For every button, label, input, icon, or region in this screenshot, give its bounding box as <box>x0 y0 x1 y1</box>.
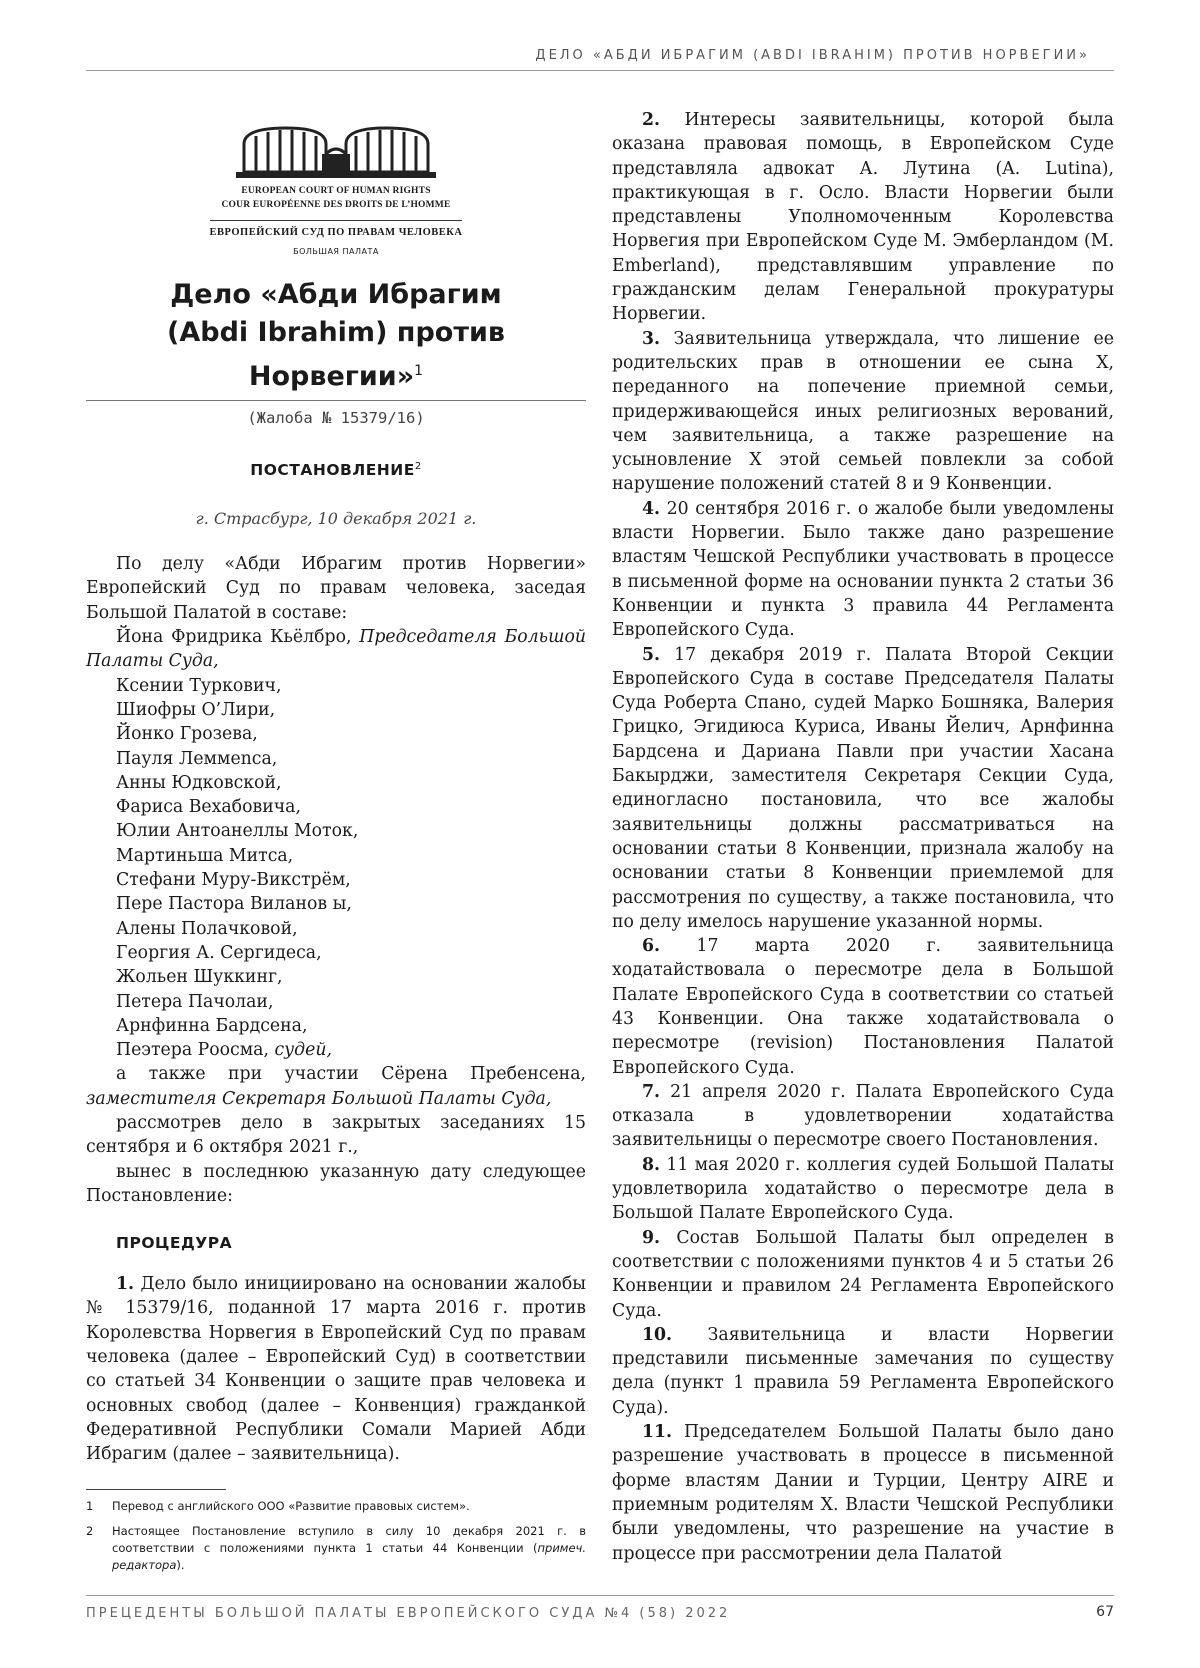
title-divider <box>86 400 586 401</box>
paragraph-number: 8. <box>642 1154 661 1175</box>
judge-name: Юлии Антоанеллы Моток, <box>116 821 359 842</box>
paragraph-text: 17 декабря 2019 г. Палата Второй Секции Европейского Суда в составе Председателя Палаты Суда Роберта Спано, судей Марко Бошняка, Валерия Грицко, Эгидиюса Куриса, Иваны Йелич, Арнфинна Бардсена и Дариана Павли при участии Хасана Бакырджи, заместителя Секретаря Секции Суда, единогласно постановила, что все жалобы заявительницы должны рассматриваться на основании статьи 8 Конвенции, признала жалобу на основании статьи 8 Конвенции приемлемой для рассмотрения по существу, а также постановила, что по делу имелось нарушение указанной нормы. <box>612 644 1114 932</box>
application-number: (Жалоба № 15379/16) <box>247 409 425 427</box>
footnote-2 <box>86 1523 586 1574</box>
paragraph-text: 17 марта 2020 г. заявительница ходатайствовала о пересмотре дела в Большой Палате Европейского Суда в соответствии со статьей 43 Конвенции. Она также ходатайствовала о пересмотре (revision) Постановления Палатой Европейского Суда. <box>612 936 1114 1078</box>
president-line <box>86 625 586 674</box>
judge-name: Арнфинна Бардсена, <box>116 1015 308 1036</box>
judge-name: Георгия А. Сергидеса, <box>116 942 322 963</box>
paragraph-text: Состав Большой Палаты был определен в соответствии с положениями пунктов 4 и 5 статьи 26 Конвенции и правилом 24 Регламента Европейского Суда. <box>612 1227 1114 1321</box>
judge-name: Жольен Шуккинг, <box>116 967 283 988</box>
chamber-label: БОЛЬШАЯ ПАЛАТА <box>293 247 379 256</box>
footnote-ref-2: 2 <box>414 461 422 472</box>
left-column <box>86 108 586 1574</box>
paragraph-text: Интересы заявительницы, которой была оказана правовая помощь, в Европейском Суде представляла адвокат А. Лутина (A. Lutina), практикующая в г. Осло. Власти Норвегии были представлены Уполномоченным Королевства Норвегия при Европейском Суде М. Эмберландом (M. Emberland), представлявшим управление по гражданским делам Генеральной прокуратуры Норвегии. <box>612 110 1114 325</box>
page-number: 67 <box>1096 1604 1114 1620</box>
delivery-line: вынес в последнюю указанную дату следующее Постановление: <box>86 1161 586 1206</box>
paragraph-10 <box>612 1323 1114 1420</box>
judgment-heading <box>86 461 586 479</box>
footnote-text: Перевод с английского ООО «Развитие правовых систем». <box>112 1498 470 1513</box>
paragraph-number: 6. <box>642 936 661 957</box>
paragraph-6 <box>612 934 1114 1080</box>
paragraph-3 <box>612 327 1114 497</box>
footnote-tail-text: ). <box>176 1557 185 1572</box>
judge-name: Пере Пастора Виланов ы, <box>116 894 352 915</box>
case-title-line2: (Abdi Ibrahim) против Норвегии» <box>167 317 505 392</box>
running-head: ДЕЛО «АБДИ ИБРАГИМ (ABDI IBRAHIM) ПРОТИВ НОРВЕГИИ» <box>535 48 1090 63</box>
paragraph-4 <box>612 497 1114 643</box>
footnote-text <box>112 1523 586 1574</box>
court-building-icon <box>226 120 446 184</box>
president-role: Председателя Большой Палаты Суда, <box>86 627 586 672</box>
footnote-mark: 2 <box>86 1523 94 1538</box>
footnote-ref-1: 1 <box>414 363 424 379</box>
judges-list <box>86 674 586 1038</box>
footnote-1 <box>86 1498 586 1515</box>
judge-name: Мартиньша Митса, <box>116 845 294 866</box>
footnote-main-text: Настоящее Постановление вступило в силу 10 декабря 2021 г. в соответствии с положениями пункта 1 статьи 44 Конвенции ( <box>112 1523 586 1555</box>
header-divider <box>86 70 1114 71</box>
paragraph-text: 11 мая 2020 г. коллегия судей Большой Палаты удовлетворила ходатайство о пересмотре дела в Большой Палате Европейского Суда. <box>612 1154 1114 1224</box>
journal-footer: ПРЕЦЕДЕНТЫ БОЛЬШОЙ ПАЛАТЫ ЕВРОПЕЙСКОГО СУДА №4 (58) 2022 <box>86 1606 731 1621</box>
deputy-role: заместителя Секретаря Большой Палаты Суда, <box>86 1088 552 1109</box>
paragraph-number: 2. <box>642 110 661 130</box>
paragraph-number: 7. <box>642 1081 661 1102</box>
procedure-heading: ПРОЦЕДУРА <box>116 1234 233 1253</box>
judge-name: Петера Пачолаи, <box>116 991 274 1012</box>
president-name: Йона Фридрика Кьёлбро, <box>116 627 360 648</box>
paragraph-number: 4. <box>642 498 661 519</box>
paragraph-7 <box>612 1080 1114 1153</box>
paragraph-8 <box>612 1153 1114 1226</box>
deliberation-line: рассмотрев дело в закрытых заседаниях 15 сентября и 6 октября 2021 г., <box>86 1112 586 1158</box>
right-column <box>612 108 1114 1566</box>
judge-name: Пауля Леммenса, <box>116 748 278 769</box>
footnote-divider <box>86 1489 226 1490</box>
footnote-mark: 1 <box>86 1498 94 1513</box>
paragraph-number: 3. <box>642 328 661 349</box>
court-name-fr: COUR EUROPÉENNE DES DROITS DE L’HOMME <box>221 200 451 210</box>
paragraph-text: Заявительница и власти Норвегии представили письменные замечания по существу дела (пункт 1 правила 59 Регламента Европейского Суда). <box>612 1324 1114 1418</box>
judge-name: Йонко Грозева, <box>116 724 258 745</box>
paragraph-5 <box>612 643 1114 935</box>
judge-name: Фариса Вехабовича, <box>116 797 301 818</box>
court-logo-block <box>86 120 586 256</box>
footnote-italic-text: примеч. редактора <box>112 1540 586 1572</box>
court-name-en: EUROPEAN COURT OF HUMAN RIGHTS <box>241 186 431 196</box>
paragraph-number: 11. <box>642 1422 673 1443</box>
judge-name: Стефани Муру-Викстрём, <box>116 870 351 891</box>
paragraph-11 <box>612 1420 1114 1566</box>
judge-name: Ксении Туркович, <box>116 675 282 696</box>
paragraph-1 <box>86 1272 586 1466</box>
judge-name: Алены Полачковой, <box>116 918 298 939</box>
paragraph-text: Дело было инициировано на основании жалобы № 15379/16, поданной 17 марта 2016 г. против Королевства Норвегия в Европейский Суд по правам человека (далее – Европейский Суд) в соответствии со статьей 34 Конвенции о защите прав человека и основных свобод (далее – Конвенция) гражданкой Федеративной Республики Сомали Марией Абди Ибрагим (далее – заявительница). <box>86 1274 586 1465</box>
judge-name: Шиофры О’Лири, <box>116 699 276 720</box>
paragraph-text: Председателем Большой Палаты было дано разрешение участвовать в процессе в письменной форме властям Дании и Турции, Центру AIRE и приемным родителям Х. Власти Чешской Республики были уведомлены, что разрешение на участие в процессе при рассмотрении дела Палатой <box>612 1422 1114 1564</box>
paragraph-text: 20 сентября 2016 г. о жалобе были уведомлены власти Норвегии. Было также дано разрешение властям Чешской Республики участвовать в процессе в письменной форме на основании пункта 2 статьи 36 Конвенции и пункта 3 правила 44 Регламента Европейского Суда. <box>612 498 1114 641</box>
deputy-text: а также при участии Сёрена Пребенсена, <box>116 1064 586 1085</box>
place-date: г. Страсбург, 10 декабря 2021 г. <box>195 509 477 529</box>
paragraph-text: Заявительница утверждала, что лишение ее родительских прав в отношении ее сына Х, переданного на попечение приемной семьи, придерживающейся иных религиозных верований, чем заявительница, а также разрешение на усыновление Х этой семьей повлекли за собой нарушение положений статей 8 и 9 Конвенции. <box>612 328 1114 495</box>
case-title-line1: Дело «Абди Ибрагим <box>170 279 502 310</box>
paragraph-number: 5. <box>642 644 661 665</box>
court-name-ru: ЕВРОПЕЙСКИЙ СУД ПО ПРАВАМ ЧЕЛОВЕКА <box>210 220 463 238</box>
paragraph-9 <box>612 1226 1114 1323</box>
judge-name: Анны Юдковской, <box>116 772 282 793</box>
paragraph-number: 10. <box>642 1324 673 1345</box>
last-judge-name: Пеэтера Роосма, <box>116 1040 275 1061</box>
intro-paragraph: По делу «Абди Ибрагим против Норвегии» Европейский Суд по правам человека, заседая Большой Палатой в составе: <box>86 554 586 623</box>
judgment-heading-text: ПОСТАНОВЛЕНИЕ <box>250 461 415 480</box>
paragraph-number: 1. <box>116 1274 135 1295</box>
last-judge-line <box>86 1038 586 1062</box>
paragraph-text: 21 апреля 2020 г. Палата Европейского Суда отказала в удовлетворении ходатайства заявительницы о пересмотре своего Постановления. <box>612 1081 1114 1151</box>
last-judge-role: судей, <box>274 1040 332 1061</box>
footer-divider <box>86 1595 1114 1596</box>
deputy-registrar-line <box>86 1062 586 1111</box>
case-title <box>86 276 586 396</box>
paragraph-2 <box>612 108 1114 327</box>
paragraph-number: 9. <box>642 1227 661 1248</box>
